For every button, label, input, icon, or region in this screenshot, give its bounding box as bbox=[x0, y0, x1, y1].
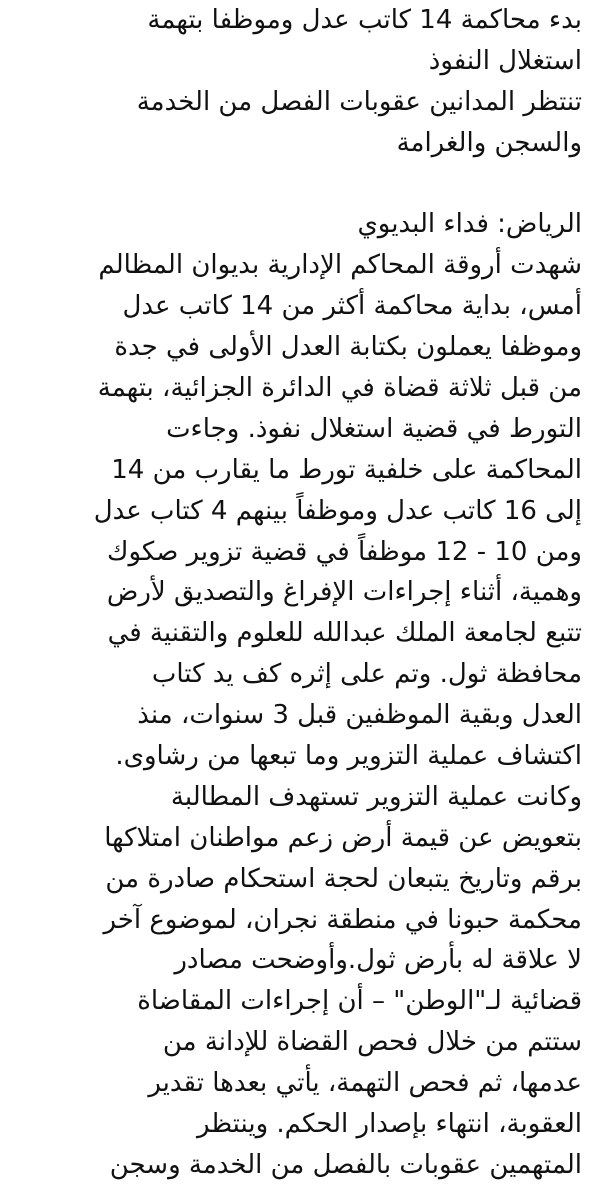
headline-line-1: بدء محاكمة 14 كاتب عدل وموظفا بتهمة bbox=[147, 5, 582, 35]
subheadline-line-2: والسجن والغرامة bbox=[396, 127, 582, 158]
body-line: محافظة ثول. وتم على إثره كف يد كتاب bbox=[151, 659, 582, 690]
body-line: وموظفا يعملون بكتابة العدل الأولى في جدة bbox=[114, 332, 582, 363]
body-line: ومن 10 - 12 موظفاً في قضية تزوير صكوك bbox=[107, 536, 582, 567]
body-line: من قبل ثلاثة قضاة في الدائرة الجزائية، بتهمة bbox=[97, 373, 582, 404]
byline: الرياض: فداء البديوي bbox=[357, 209, 582, 240]
body-line: محكمة حبونا في منطقة نجران، لموضوع آخر bbox=[103, 904, 582, 935]
body-line: العقوبة، انتهاء بإصدار الحكم. وينتظر bbox=[196, 1109, 582, 1140]
body-line: شهدت أروقة المحاكم الإدارية بديوان المظالم bbox=[98, 250, 582, 281]
body-line: وكانت عملية التزوير تستهدف المطالبة bbox=[170, 781, 582, 812]
body-line: برقم وتاريخ يتبعان لحجة استحكام صادرة من bbox=[105, 863, 582, 894]
body-line: المتهمين عقوبات بالفصل من الخدمة وسجن bbox=[109, 1149, 582, 1180]
body-line: وهمية، أثناء إجراءات الإفراغ والتصديق لأرض bbox=[106, 577, 582, 608]
subheadline-line-1: تنتظر المدانين عقوبات الفصل من الخدمة bbox=[136, 86, 582, 117]
body-line: إلى 16 كاتب عدل وموظفاً بينهم 4 كتاب عدل bbox=[93, 495, 582, 526]
body-line: لا علاقة له بأرض ثول.وأوضحت مصادر bbox=[174, 945, 582, 976]
body-line: اكتشاف عملية التزوير وما تبعها من رشاوى. bbox=[115, 741, 582, 772]
body-line: بتعويض عن قيمة أرض زعم مواطنان امتلاكها bbox=[104, 822, 582, 853]
body-line: التورط في قضية استغلال نفوذ. وجاءت bbox=[166, 413, 582, 444]
body-line: العدل وبقية الموظفين قبل 3 سنوات، منذ bbox=[137, 700, 582, 731]
body-line: أمس، بداية محاكمة أكثر من 14 كاتب عدل bbox=[122, 291, 582, 322]
body-line: تتبع لجامعة الملك عبدالله للعلوم والتقنية في bbox=[107, 618, 582, 649]
paragraph-spacer bbox=[4, 164, 582, 205]
body-line: قضائية لـ"الوطن" – أن إجراءات المقاضاة bbox=[137, 986, 582, 1017]
article-text bbox=[4, 0, 582, 1186]
body-line: المحاكمة على خلفية تورط ما يقارب من 14 bbox=[111, 454, 582, 485]
headline-line-2: استغلال النفوذ bbox=[428, 45, 582, 76]
body-line: ستتم من خلال فحص القضاة للإدانة من bbox=[162, 1027, 582, 1058]
body-line: عدمها، ثم فحص التهمة، يأتي بعدها تقدير bbox=[148, 1068, 582, 1099]
